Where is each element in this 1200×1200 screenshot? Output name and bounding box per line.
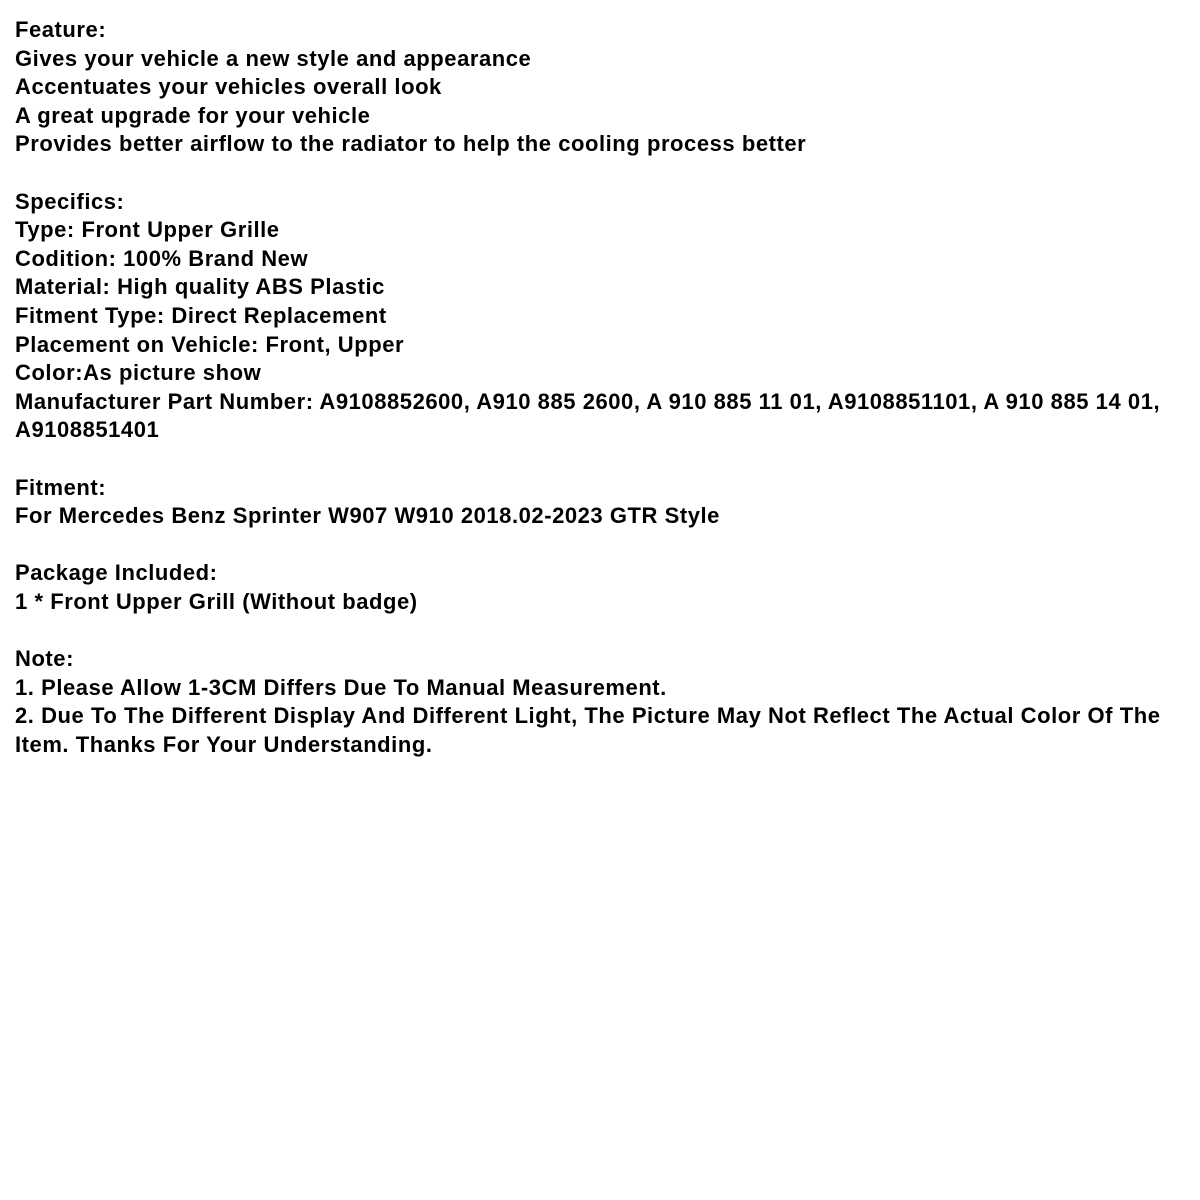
- feature-item: A great upgrade for your vehicle: [15, 102, 371, 128]
- note-section: [15, 645, 1190, 759]
- spec-fitment-type: Fitment Type: Direct Replacement: [15, 302, 387, 328]
- spec-type: Type: Front Upper Grille: [15, 217, 280, 243]
- package-item: 1 * Front Upper Grill (Without badge): [15, 588, 418, 614]
- fitment-item: For Mercedes Benz Sprinter W907 W910 2018.02-2023 GTR Style: [15, 503, 720, 529]
- package-section: [15, 559, 1190, 616]
- note-heading: Note:: [15, 646, 74, 672]
- fitment-heading: Fitment:: [15, 474, 107, 500]
- spec-color: Color:As picture show: [15, 360, 262, 386]
- spec-part-number: Manufacturer Part Number: A9108852600, A910 885 2600, A 910 885 11 01, A9108851101, A 910 885 14 01, A9108851401: [15, 388, 1161, 443]
- feature-item: Gives your vehicle a new style and appearance: [15, 45, 532, 71]
- feature-item: Accentuates your vehicles overall look: [15, 74, 442, 100]
- note-item: 1. Please Allow 1-3CM Differs Due To Manual Measurement.: [15, 674, 667, 700]
- package-heading: Package Included:: [15, 560, 218, 586]
- product-description: [15, 16, 1190, 788]
- feature-item: Provides better airflow to the radiator to help the cooling process better: [15, 131, 807, 157]
- spec-condition: Codition: 100% Brand New: [15, 245, 309, 271]
- specifics-section: [15, 188, 1190, 445]
- fitment-section: [15, 474, 1190, 531]
- note-item: 2. Due To The Different Display And Different Light, The Picture May Not Reflect The Actual Color Of The Item. Thanks For Your Understanding.: [15, 703, 1161, 757]
- feature-heading: Feature:: [15, 17, 107, 42]
- feature-section: [15, 16, 1190, 159]
- specifics-heading: Specifics:: [15, 188, 125, 214]
- spec-placement: Placement on Vehicle: Front, Upper: [15, 331, 405, 357]
- spec-material: Material: High quality ABS Plastic: [15, 274, 385, 300]
